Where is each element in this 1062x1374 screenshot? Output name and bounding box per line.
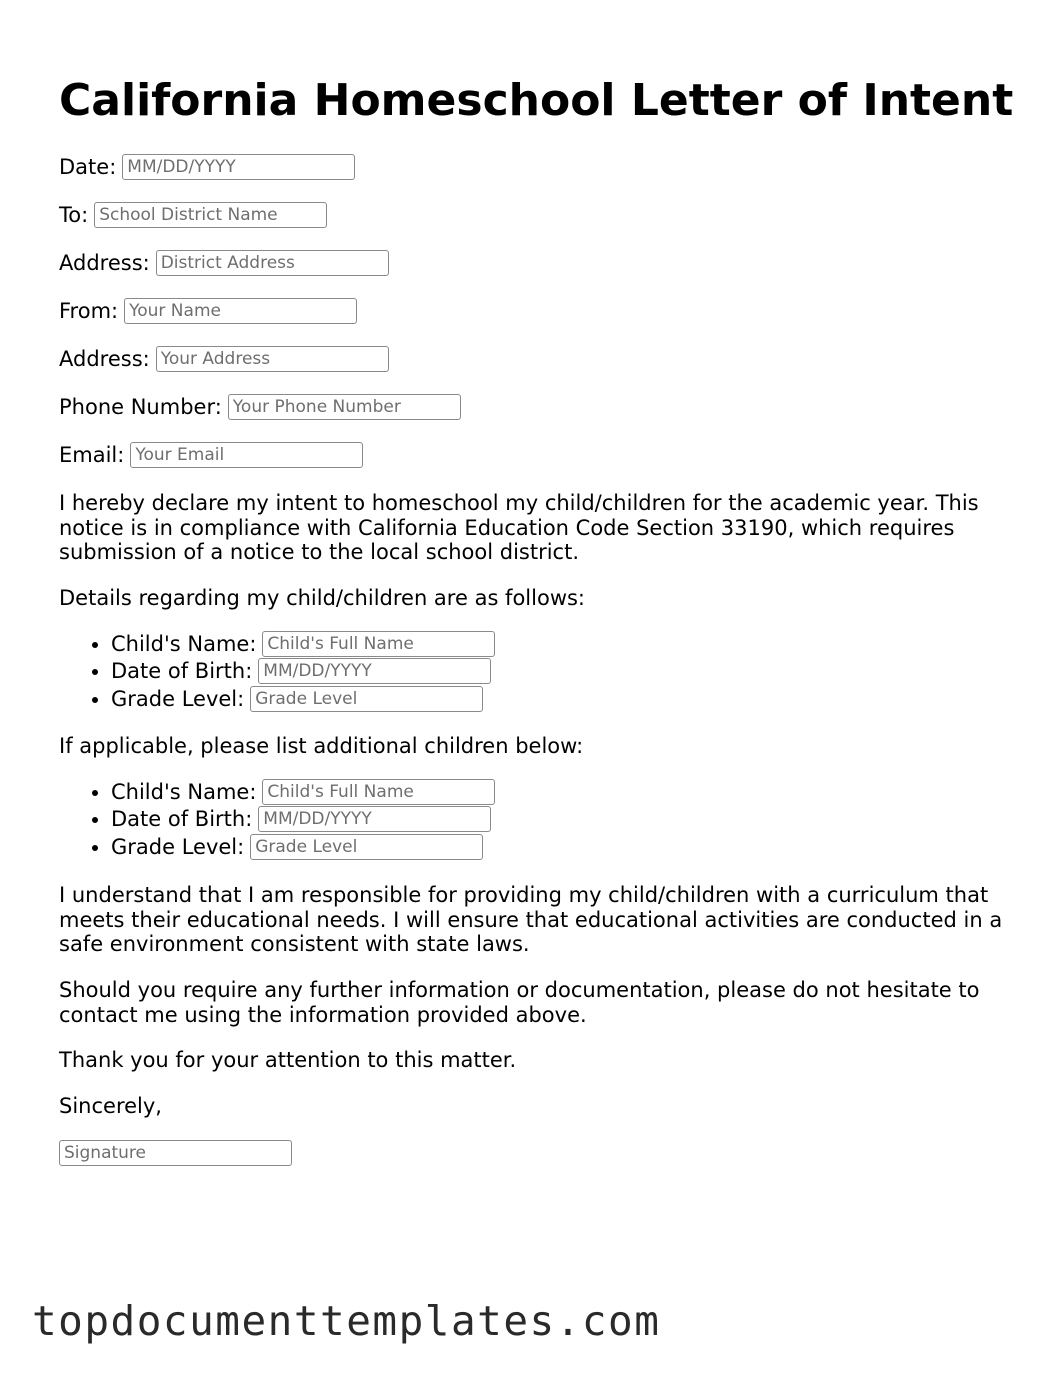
email-label: Email:: [59, 443, 125, 467]
date-label: Date:: [59, 155, 117, 179]
signature-row: [59, 1140, 292, 1166]
responsibility-paragraph: I understand that I am responsible for providing my child/children with a curriculum that meets their educational needs. I will ensure that educational activities are conducted in a safe environment consistent with state laws.: [59, 883, 1003, 956]
signature-input[interactable]: [59, 1140, 292, 1166]
child-list-primary: [59, 631, 495, 713]
list-item: [111, 834, 495, 861]
child-list-additional: [59, 779, 495, 861]
district-address-row: [59, 249, 389, 277]
child-name-label: Child's Name:: [111, 632, 257, 656]
email-input[interactable]: [130, 442, 363, 468]
details-intro-paragraph: Details regarding my child/children are as follows:: [59, 586, 586, 610]
child-grade-input[interactable]: [250, 686, 483, 712]
school-district-input[interactable]: [94, 202, 327, 228]
phone-row: [59, 393, 461, 421]
additional-child-dob-input[interactable]: [258, 806, 491, 832]
list-item: [111, 658, 495, 685]
closing-text: Sincerely,: [59, 1094, 162, 1118]
your-address-row: [59, 345, 389, 373]
phone-input[interactable]: [228, 394, 461, 420]
additional-children-intro: If applicable, please list additional children below:: [59, 734, 584, 758]
phone-label: Phone Number:: [59, 395, 222, 419]
to-row: [59, 201, 327, 229]
watermark-text: topdocumenttemplates.com: [32, 1297, 661, 1345]
from-row: [59, 297, 357, 325]
date-row: [59, 153, 355, 181]
declaration-paragraph: I hereby declare my intent to homeschool my child/children for the academic year. This notice is in compliance with California Education Code Section 33190, which requires submission of a notice to the local school district.: [59, 491, 979, 564]
your-address-label: Address:: [59, 347, 150, 371]
child-grade-label: Grade Level:: [111, 834, 245, 859]
child-dob-label: Date of Birth:: [111, 807, 253, 832]
from-label: From:: [59, 299, 119, 323]
district-address-label: Address:: [59, 251, 150, 275]
date-input[interactable]: [122, 154, 355, 180]
child-dob-input[interactable]: [258, 658, 491, 684]
your-address-input[interactable]: [156, 346, 389, 372]
list-item: [111, 806, 495, 833]
list-item: [111, 631, 495, 658]
email-row: [59, 441, 363, 469]
child-grade-label: Grade Level:: [111, 686, 245, 711]
page-title: California Homeschool Letter of Intent: [59, 75, 1014, 126]
list-item: [111, 779, 495, 806]
thanks-paragraph: Thank you for your attention to this matter.: [59, 1048, 517, 1072]
list-item: [111, 686, 495, 713]
contact-paragraph: Should you require any further information or documentation, please do not hesitate to contact me using the information provided above.: [59, 978, 980, 1027]
your-name-input[interactable]: [124, 298, 357, 324]
additional-child-grade-input[interactable]: [250, 834, 483, 860]
child-name-input[interactable]: [262, 631, 495, 657]
district-address-input[interactable]: [156, 250, 389, 276]
child-dob-label: Date of Birth:: [111, 659, 253, 684]
child-name-label: Child's Name:: [111, 780, 257, 804]
to-label: To:: [59, 203, 89, 227]
additional-child-name-input[interactable]: [262, 779, 495, 805]
